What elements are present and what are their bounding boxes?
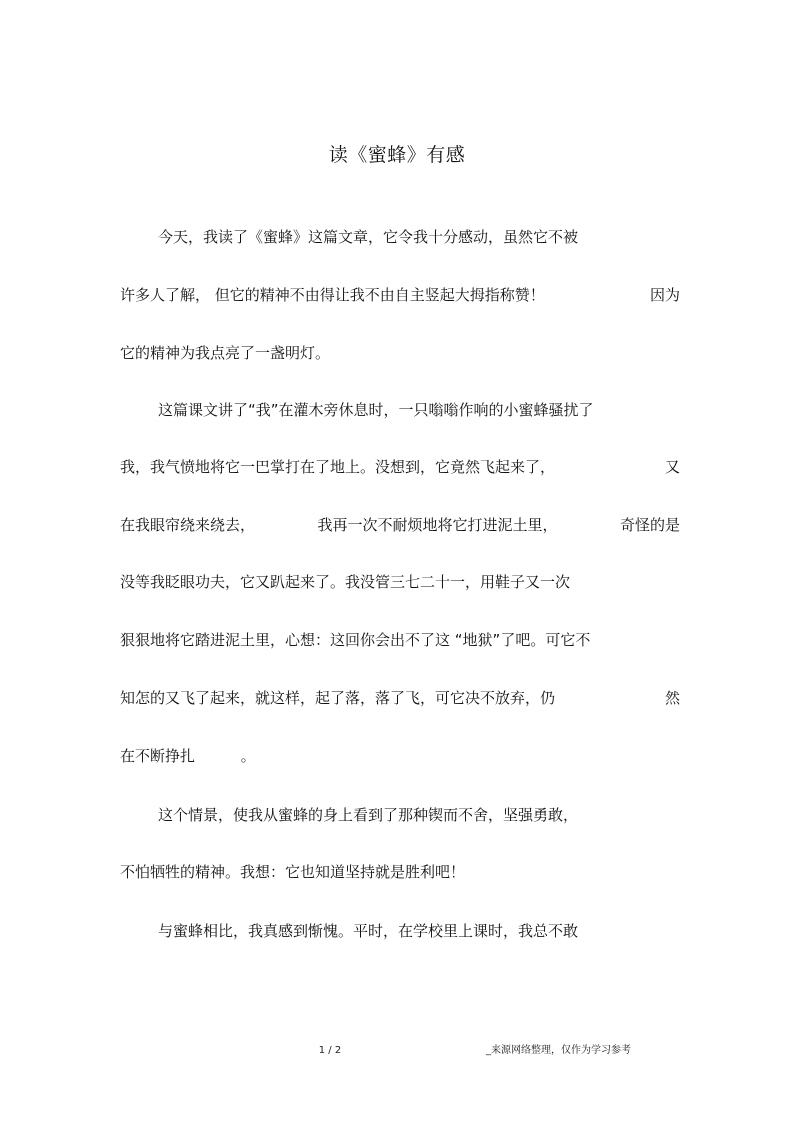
document-title: 读《蜜蜂》有感	[328, 144, 466, 166]
line-text-tail: 然	[664, 689, 680, 707]
line-text: 许多人了解， 但它的精神不由得让我不由自主竖起大拇指称赞！	[120, 286, 545, 304]
paragraph-line	[120, 627, 680, 653]
paragraph-line	[120, 569, 680, 595]
line-text: 这篇课文讲了“我”在灌木旁休息时，一只嗡嗡作响的小蜜蜂骚扰了	[158, 401, 594, 419]
paragraph-line	[120, 454, 680, 480]
line-text-tail: 奇怪的是	[619, 516, 680, 534]
line-text: 它的精神为我点亮了一盏明灯。	[120, 344, 331, 362]
line-text-tail: 。	[240, 747, 256, 765]
paragraph-line	[120, 859, 680, 885]
line-text: 不怕牺牲的精神。我想：它也知道坚持就是胜利吧！	[120, 863, 466, 881]
paragraph-line	[120, 512, 680, 538]
line-text-tail: 因为	[649, 286, 680, 304]
line-text: 在我眼帘绕来绕去，	[120, 516, 256, 534]
page-number: 1 / 2	[318, 1045, 342, 1056]
paragraph-line	[158, 918, 718, 944]
line-text: 在不断挣扎	[120, 747, 196, 765]
line-text: 今天，我读了《蜜蜂》这篇文章，它令我十分感动，虽然它不被	[158, 228, 579, 246]
line-text-middle: 我再一次不耐烦地将它打进泥土里，	[317, 516, 558, 534]
line-text: 我，我气愤地将它一巴掌打在了地上。没想到，它竟然飞起来了，	[120, 458, 556, 476]
paragraph-line	[120, 282, 680, 308]
line-text-tail: 又	[664, 458, 680, 476]
paragraph-line	[158, 397, 718, 423]
paragraph-line	[120, 743, 680, 769]
line-text: 狠狠地将它踏进泥土里，心想：这回你会出不了这 “地狱”了吧。可它不	[120, 631, 591, 649]
source-note: _来源网络整理，仅作为学习参考	[486, 1045, 631, 1056]
paragraph-line	[120, 340, 680, 366]
line-text: 与蜜蜂相比，我真感到惭愧。平时，在学校里上课时，我总不敢	[158, 922, 579, 940]
line-text: 知怎的又飞了起来，就这样，起了落，落了飞，可它决不放弃，仍	[120, 689, 556, 707]
line-text: 这个情景，使我从蜜蜂的身上看到了那种锲而不舍，坚强勇敢，	[158, 806, 579, 824]
paragraph-line	[120, 685, 680, 711]
paragraph-line	[158, 224, 718, 250]
paragraph-line	[158, 802, 718, 828]
line-text: 没等我眨眼功夫，它又趴起来了。我没管三七二十一，用鞋子又一次	[120, 573, 571, 591]
